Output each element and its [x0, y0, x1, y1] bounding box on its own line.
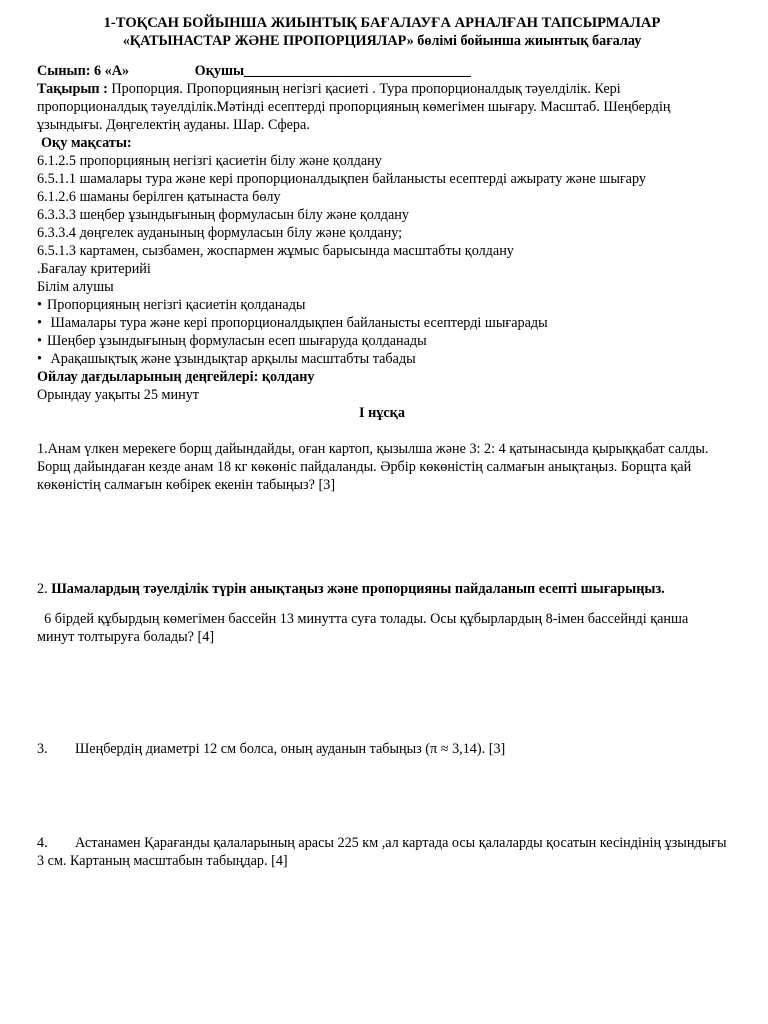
- criteria-learner: Білім алушы: [37, 279, 114, 295]
- thinking-level: Ойлау дағдыларының деңгейлері: қолдану: [37, 369, 315, 385]
- objective-item: 6.5.1.1 шамалары тура және кері пропорционалдықпен байланысты есептерді ажырату және шығару: [37, 171, 646, 187]
- criteria-heading: .Бағалау критерийі: [37, 261, 151, 277]
- criteria-item-text: Шеңбер ұзындығының формуласын есеп шығаруда қолданады: [47, 333, 427, 349]
- objective-item: 6.1.2.5 пропорцияның негізгі қасиетін білу және қолдану: [37, 153, 382, 169]
- bullet-icon: •: [37, 297, 42, 313]
- bullet-icon: •: [37, 315, 42, 331]
- task-4-text: Астанамен Қарағанды қалаларының арасы 225 км ,ал картада осы қалаларды қосатын кесіндінің ұзындығы 3 см. Картаның масштабын табыңдар. [4]: [37, 835, 727, 869]
- objectives-heading: Оқу мақсаты:: [41, 135, 132, 151]
- bullet-icon: •: [37, 351, 42, 367]
- task-3: [37, 740, 727, 758]
- class-label: Сынып: 6 «А»: [37, 63, 130, 79]
- document-subtitle: «ҚАТЫНАСТАР ЖӘНЕ ПРОПОРЦИЯЛАР» бөлімі бойынша жиынтық бағалау: [122, 33, 642, 49]
- time-limit: Орындау уақыты 25 минут: [37, 387, 199, 403]
- criteria-item: [37, 332, 727, 350]
- criteria-item: [37, 350, 727, 368]
- criteria-item-text: Арақашықтық және ұзындықтар арқылы масштабты табады: [47, 351, 416, 367]
- task-3-number: 3.: [37, 741, 48, 757]
- task-4-number: 4.: [37, 835, 48, 851]
- objective-item: 6.3.3.4 дөңгелек ауданының формуласын білу және қолдану;: [37, 225, 403, 241]
- criteria-item-text: Пропорцияның негізгі қасиетін қолданады: [47, 297, 306, 313]
- criteria-item-text: Шамалары тура және кері пропорционалдықпен байланысты есептерді шығарады: [47, 315, 548, 331]
- variant-title: I нұсқа: [359, 405, 405, 421]
- student-name-field: Оқушы________________________________: [194, 63, 472, 79]
- bullet-icon: •: [37, 333, 42, 349]
- task-1: 1.Анам үлкен мерекеге борщ дайындайды, оған картоп, қызылша және 3: 2: 4 қатынасында қырыққабат салды. Борщ дайындаған кезде анам 18 кг көкөніс пайдаланды. Әрбір көкөністің салмағын анықтаңыз. Борщта қай көкөністің салмағын көбірек екенін табыңыз? [3]: [37, 441, 709, 493]
- task-2-text: 6 бірдей құбырдың көмегімен бассейн 13 минутта суға толады. Осы құбырлардың 8-імен бассейнді қанша минут толтыруға болады? [4]: [37, 611, 692, 645]
- topic-paragraph: [37, 80, 727, 134]
- task-2-number: 2.: [37, 581, 52, 597]
- topic-label: Тақырып :: [37, 81, 108, 97]
- objective-item: 6.3.3.3 шеңбер ұзындығының формуласын білу және қолдану: [37, 207, 409, 223]
- task-4: [37, 834, 727, 870]
- objective-item: 6.5.1.3 картамен, сызбамен, жоспармен жұмыс барысында масштабты қолдану: [37, 243, 514, 259]
- task-3-text: Шеңбердің диаметрі 12 см болса, оның ауданын табыңыз (π ≈ 3,14). [3]: [75, 741, 506, 757]
- topic-text: Пропорция. Пропорцияның негізгі қасиеті . Тура пропорционалдық тәуелділік. Кері пропорционалдық тәуелділік.Мәтінді есептерді пропорцияның көмегімен шығару. Масштаб. Шеңбердің ұзындығы. Дөңгелектің ауданы. Шар. Сфера.: [37, 81, 671, 133]
- class-student-line: [37, 62, 727, 80]
- objective-item: 6.1.2.6 шаманы берілген қатынаста бөлу: [37, 189, 281, 205]
- criteria-item: [37, 314, 727, 332]
- document-page: [37, 14, 727, 870]
- task-2-heading: [37, 580, 727, 598]
- criteria-item: [37, 296, 727, 314]
- task-2-heading-text: Шамалардың тәуелділік түрін анықтаңыз және пропорцияны пайдаланып есепті шығарыңыз.: [51, 581, 665, 597]
- document-title: 1-ТОҚСАН БОЙЫНША ЖИЫНТЫҚ БАҒАЛАУҒА АРНАЛҒАН ТАПСЫРМАЛАР: [103, 15, 661, 31]
